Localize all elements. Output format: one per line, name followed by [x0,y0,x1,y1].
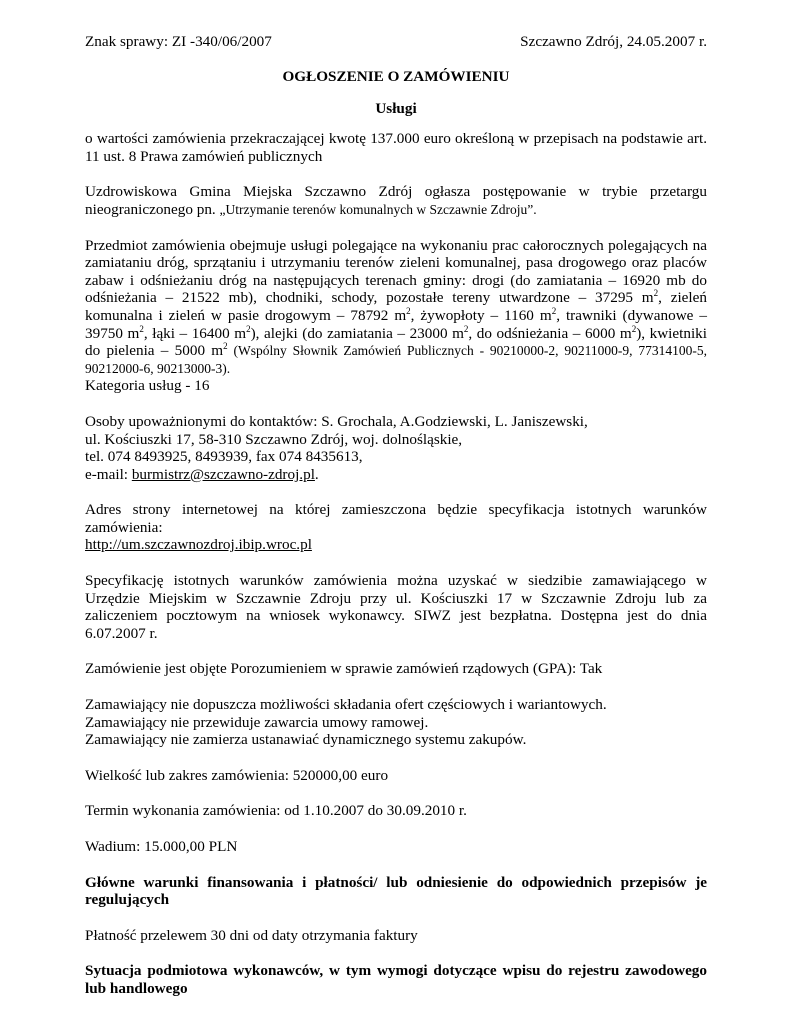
condition-line: Zamawiający nie dopuszcza możliwości składania ofert częściowych i wariantowych. [85,696,607,714]
document-header [85,33,707,53]
scope-paragraph [85,237,707,378]
document-title: OGŁOSZENIE O ZAMÓWIENIU [282,68,510,85]
condition-line: Zamawiający nie zamierza ustanawiać dynamicznego systemu zakupów. [85,731,527,749]
email-link[interactable]: burmistrz@szczawno-zdroj.pl [131,465,315,483]
place-date: Szczawno Zdrój, 24.05.2007 r. [520,33,707,50]
scope-text-6: ), alejki (do zamiatania – 23000 m [250,324,464,342]
condition-line: Zamawiający nie przewiduje zawarcia umowy ramowej. [85,713,429,731]
scope-text-8: ), kwietniki do pielenia – 5000 m [85,324,707,360]
website-text: Adres strony internetowej na której zamieszczona będzie specyfikacja istotnych warunków zamówienia: [85,501,707,536]
deposit-paragraph: Wadium: 15.000,00 PLN [85,838,238,855]
case-number: Znak sprawy: ZI -340/06/2007 [85,33,272,50]
category-line: Kategoria usług - 16 [85,377,210,395]
superscript: 2 [631,323,637,334]
email-label: e-mail: [85,465,132,483]
website-link[interactable]: http://um.szczawnozdroj.ibip.wroc.pl [85,536,312,554]
scope-text-5: , łąki – 16400 m [143,324,247,342]
gpa-paragraph: Zamówienie jest objęte Porozumieniem w sprawie zamówień rządowych (GPA): Tak [85,660,603,678]
cpv-codes: (Wspólny Słownik Zamówień Publicznych - 90210000-2, 90211000-9, 77314100-5, 90212000-6, 90213000-3). [85,343,707,376]
spec-paragraph: Specyfikację istotnych warunków zamówienia można uzyskać w siedzibie zamawiającego w Urzędzie Miejskim w Szczawnie Zdroju przy ul. Kościuszki 17 w Szczawnie Zdroju lub za zaliczeniem pocztowym na wniosek wykonawcy. SIWZ jest bezpłatna. Dostępna jest do dnia 6.07.2007 r. [85,572,707,642]
financing-heading: Główne warunki finansowania i płatności/ lub odniesienie do odpowiednich przepisów je regulujących [85,873,707,909]
announcement-text: Uzdrowiskowa Gmina Miejska Szczawno Zdrój ogłasza postępowanie w trybie przetargu nieograniczonego pn. [85,183,707,218]
size-paragraph: Wielkość lub zakres zamówienia: 520000,00 euro [85,766,389,784]
announcement-paragraph [85,183,707,218]
email-suffix: . [314,465,319,483]
contact-persons: Osoby upoważnionymi do kontaktów: S. Grochala, A.Godziewski, L. Janiszewski, [85,412,588,430]
conditions-block [85,696,707,749]
scope-text-1: Przedmiot zamówienia obejmuje usługi polegające na wykonaniu prac całorocznych polegających na zamiataniu dróg, sprzątaniu i utrzymaniu terenów zieleni komunalnej, pasa drogowego oraz placów zabaw i odśnieżaniu dróg na następujących terenach gminy: drogi (do zamiatania – 16920 mb do odśnieżania – 21522 mb), chodniki, schody, pozostałe tereny utwardzone – 37295 m [85,236,707,307]
superscript: 2 [406,305,411,316]
contact-block [85,413,707,483]
document-page [85,33,707,998]
term-paragraph: Termin wykonania zamówienia: od 1.10.2007 do 30.09.2010 r. [85,802,467,820]
superscript: 2 [653,288,659,299]
scope-text-2: , zieleń komunalna i zieleń w pasie drogowym – 78792 m [85,289,707,324]
superscript: 2 [463,323,469,334]
project-name: „Utrzymanie terenów komunalnych w Szczawnie Zdroju”. [219,201,537,217]
superscript: 2 [223,341,228,352]
scope-text-3: , żywopłoty – 1160 m [410,306,552,324]
contact-phones: tel. 074 8493925, 8493939, fax 074 8435613, [85,448,363,466]
intro-paragraph: o wartości zamówienia przekraczającej kwotę 137.000 euro określoną w przepisach na podstawie art. 11 ust. 8 Prawa zamówień publicznych [85,130,707,165]
payment-paragraph: Płatność przelewem 30 dni od daty otrzymania faktury [85,926,418,944]
scope-text-7: , do odśnieżania – 6000 m [468,324,632,342]
website-block [85,501,707,554]
situation-heading: Sytuacja podmiotowa wykonawców, w tym wymogi dotyczące wpisu do rejestru zawodowego lub handlowego [85,962,707,997]
contact-email-line [85,466,707,484]
superscript: 2 [246,323,251,334]
document-subtitle: Usługi [375,99,417,117]
superscript: 2 [139,323,144,334]
contact-address: ul. Kościuszki 17, 58-310 Szczawno Zdrój, woj. dolnośląskie, [85,430,463,448]
scope-text-4: , trawniki (dywanowe – 39750 m [85,306,707,342]
superscript: 2 [551,305,557,316]
